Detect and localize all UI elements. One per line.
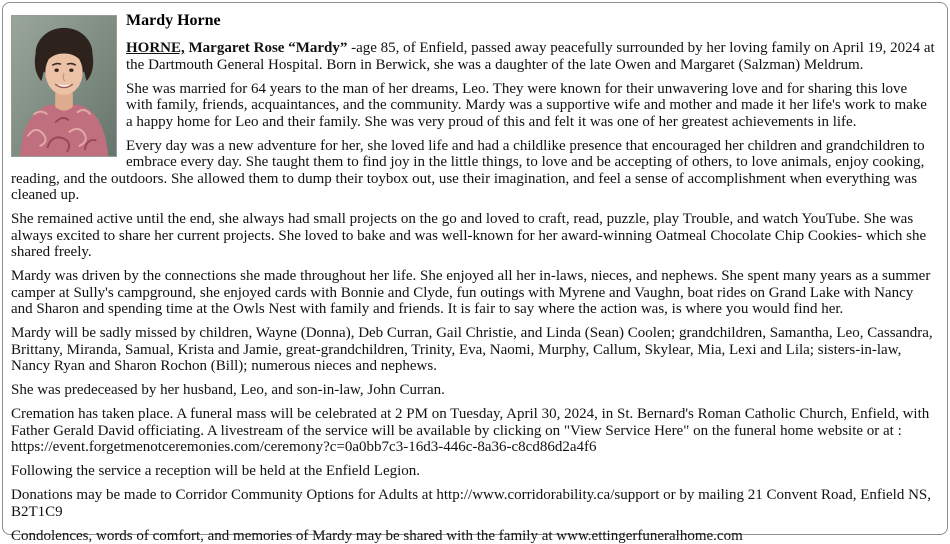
para-marriage: She was married for 64 years to the man of her dreams, Leo. They were known for their unwavering love and for sharing this love with family, friends, acquaintances, and the community. Mardy was a supportive wife and mother and made it her life's work to make a happy home for Leo and their family. She was very proud of this and felt it was one of her greatest achievements in life. xyxy=(11,81,935,131)
page-title: Mardy Horne xyxy=(11,12,935,30)
portrait-illustration xyxy=(12,16,116,156)
para-reception: Following the service a reception will be held at the Enfield Legion. xyxy=(11,463,935,480)
portrait-photo xyxy=(11,15,117,157)
left-eye xyxy=(54,69,58,72)
obituary-card xyxy=(2,2,948,535)
para-survivors: Mardy will be sadly missed by children, Wayne (Donna), Deb Curran, Gail Christie, and Linda (Sean) Coolen; grandchildren, Samantha, Leo, Cassandra, Brittany, Miranda, Samual, Krista and Jamie, great-grandchildren, Trinity, Eva, Naomi, Murphy, Callum, Skylear, Mia, Lexi and Lila; sisters-in-law, Nancy Ryan and Sharon Rochon (Bill); numerous nieces and nephews. xyxy=(11,325,935,375)
para-hobbies: She remained active until the end, she always had small projects on the go and loved to craft, read, puzzle, play Trouble, and watch YouTube. She was always excited to share her current projects. She loved to bake and was well-known for her award-winning Oatmeal Chocolate Chip Cookies- which she shared freely. xyxy=(11,211,935,261)
para-adventure: Every day was a new adventure for her, she loved life and had a childlike presence that encouraged her children and grandchildren to embrace every day. She taught them to find joy in the little things, to love and be accepting of others, to love animals, enjoy cooking, reading, and the outdoors. She allowed them to dump their toybox out, use their imagination, and feel a sense of accomplishment when everything was cleaned up. xyxy=(11,138,935,204)
para-predeceased: She was predeceased by her husband, Leo, and son-in-law, John Curran. xyxy=(11,382,935,399)
para-service: Cremation has taken place. A funeral mass will be celebrated at 2 PM on Tuesday, April 30, 2024, in St. Bernard's Roman Catholic Church, Enfield, with Father Gerald David officiating. A livestream of the service will be available by clicking on "View Service Here" on the funeral home website or at : https://event.forgetmenotceremonies.com/ceremony?c=0a0bb7c3-16d3-446c-8a36-c8cd86d2a4f6 xyxy=(11,406,935,456)
intro-paragraph xyxy=(11,40,935,73)
full-name-bold: Margaret Rose “Mardy” xyxy=(185,40,348,56)
surname-underlined: HORNE, xyxy=(126,40,185,56)
intro-text: -age 85, of Enfield, passed away peacefully surrounded by her loving family on April 19, 2024 at the Dartmouth General Hospital. Born in Berwick, she was a daughter of the late Owen and Margaret (Salzman) Meldrum. xyxy=(126,40,935,73)
para-connections: Mardy was driven by the connections she made throughout her life. She enjoyed all her in-laws, nieces, and nephews. She spent many years as a summer camper at Sully's campground, she enjoyed cards with Bonnie and Clyde, fun outings with Myrene and Vaughn, boat rides on Grand Lake with Nancy and Sharon and spending time at the Owls Nest with family and friends. It is fair to say where the action was, is where you would find her. xyxy=(11,268,935,318)
para-condolences: Condolences, words of comfort, and memories of Mardy may be shared with the family at www.ettingerfuneralhome.com xyxy=(11,528,935,544)
right-eye xyxy=(69,69,73,72)
para-donations: Donations may be made to Corridor Community Options for Adults at http://www.corridorability.ca/support or by mailing 21 Convent Road, Enfield NS, B2T1C9 xyxy=(11,487,935,520)
